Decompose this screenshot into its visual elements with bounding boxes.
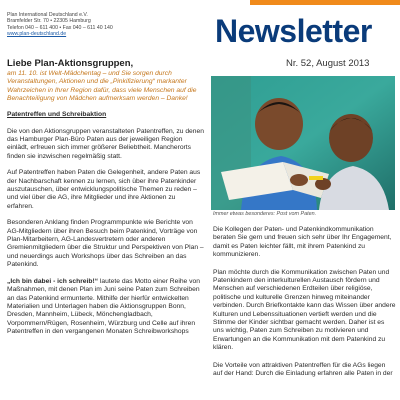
right-paragraph-3: Die Vorteile von attraktiven Patentreffen für die AGs liegen auf der Hand: Durch die Einladung erfahren alle Paten in der	[213, 361, 393, 378]
section-title: Patentreffen und Schreibaktion	[7, 111, 107, 119]
newsletter-title: Newsletter	[215, 13, 372, 49]
photo-illustration	[211, 76, 395, 210]
motto-text: „Ich bin dabei - ich schreib!“	[7, 277, 99, 285]
org-website-link[interactable]: www.plan-deutschland.de	[7, 31, 67, 38]
orange-top-bar	[250, 0, 400, 5]
right-paragraph-2: Plan möchte durch die Kommunikation zwischen Paten und Patenkindern den interkulturellen Austausch fördern und Menschen auf verschiedenen Erdteilen über religiöse, politische und kulturelle Grenzen hinweg miteinander verbinden. Durch Briefkontakte kann das Wissen über andere Kulturen und Lebenssituationen vertieft werden und die Stimme der Kinder sichtbar gemacht werden. Daher ist es uns wichtig, Paten zum Schreiben zu motivieren und Erwartungen an die Kommunikation mit dem Patenkind zu klären.	[213, 268, 396, 352]
org-address: Bramfelder Str. 70 • 22305 Hamburg	[7, 18, 91, 25]
issue-number: Nr. 52, August 2013	[286, 58, 370, 69]
body-paragraph-2: Auf Patentreffen haben Paten die Gelegenheit, andere Paten aus der Nachbarschaft kennen zu lernen, sich über ihre Patenkinder auszutauschen, über entwicklungspolitische Themen zu reden – und viel über die AG, ihre Mitglieder und ihre Aktionen zu erfahren.	[7, 169, 201, 210]
body-paragraph-4	[7, 278, 204, 337]
photo-caption: Immer etwas besonderes: Post vom Paten.	[213, 211, 317, 217]
children-reading-photo	[211, 76, 395, 210]
org-name: Plan International Deutschland e.V.	[7, 12, 88, 18]
body-paragraph-3: Besonderen Anklang finden Programmpunkte wie Berichte von AG-Mitgliedern über ihren Besuch beim Patenkind, Vorträge von Plan-Mitarbeitern, AG-Landesvertretern oder anderen Gremienmitgliedern über die Struktur und Perspektiven von Plan – und neuerdings auch Workshops über das Schreiben an das Patenkind.	[7, 219, 204, 269]
right-paragraph-1: Die Kollegen der Paten- und Patenkindkommunikation beraten Sie gern und freuen sich sehr über Ihr Engagement, damit es Paten leichter fällt, mit ihrem Patenkind zu kommunizieren.	[213, 226, 392, 259]
body-paragraph-1: Die von den Aktionsgruppen veranstalteten Patentreffen, zu denen das Hamburger Plan-Büro Paten aus der jeweiligen Region einlädt, erfreuen sich immer größerer Beliebtheit. Mancherorts finden sie inzwischen regelmäßig statt.	[7, 127, 204, 160]
left-column	[7, 58, 204, 398]
right-column	[213, 226, 396, 398]
greeting-heading: Liebe Plan-Aktionsgruppen,	[7, 58, 134, 69]
intro-paragraph: am 11. 10. ist Welt-Mädchentag – und Sie sorgen durch Veranstaltungen, Aktionen und die „Pinkifizierung“ markanter Wahrzeichen in Ihrer Region dafür, dass viele Menschen auf die Benachteiligung von Mädchen aufmerksam werden – Danke!	[7, 70, 197, 102]
org-phone-fax: Telefon 040 – 611 400 • Fax 040 – 611 40 140	[7, 24, 113, 31]
body-paragraph-4-text: lautete das Motto einer Reihe von Maßnahmen, mit denen Plan im Juni seine Paten zum Schreiben an das Patenkind ermunterte. Mithilfe der hierfür entwickelten Materialien und Unterlagen haben die Aktionsgruppen Bonn, Dresden, Mannheim, Lübeck, Mönchengladbach, Vorpommern/Rügen, Rosenheim, Würzburg und Celle auf ihren Patentreffen in den vergangenen Monaten Schreibworkshops	[7, 277, 200, 336]
sender-address-block	[7, 12, 197, 38]
